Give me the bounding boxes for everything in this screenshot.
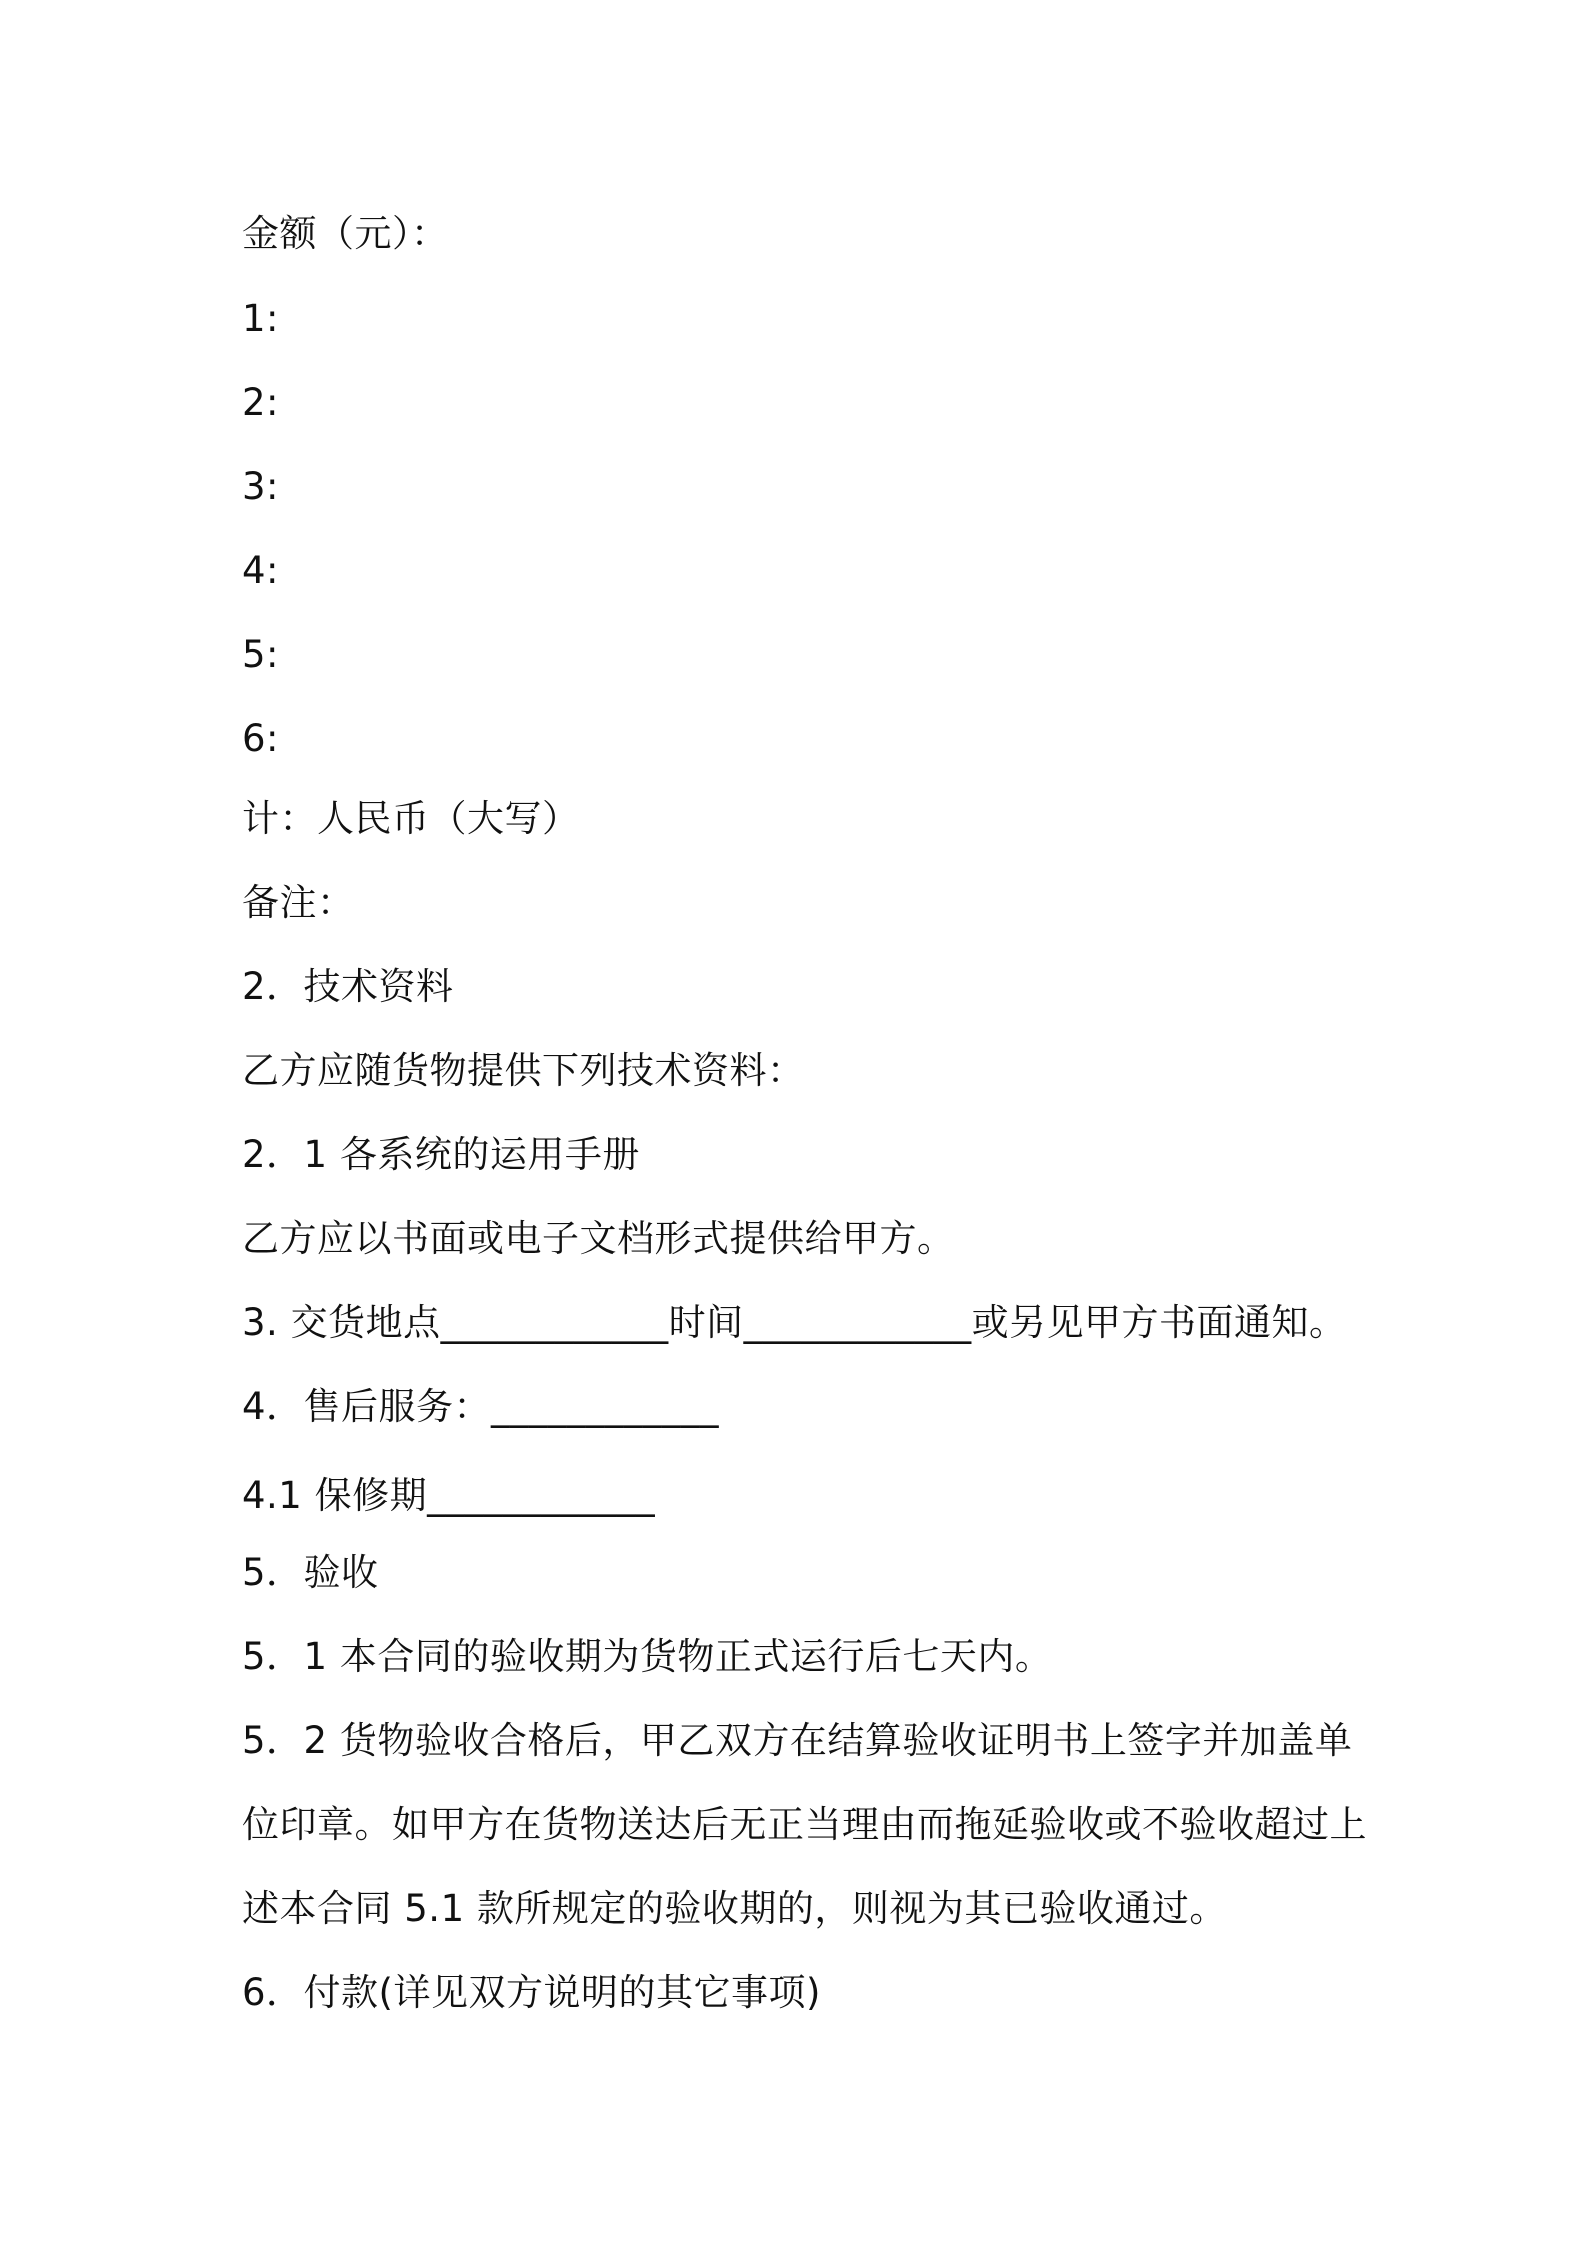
- section-2-intro: 乙方应随货物提供下列技术资料：: [242, 1049, 805, 1092]
- remarks-line: 备注：: [242, 881, 355, 924]
- amount-item-5: 5:: [242, 633, 280, 676]
- amount-heading: 金额（元）：: [242, 212, 449, 255]
- amount-item-3: 3:: [242, 465, 280, 508]
- section-5-2-line-1: 5．2 货物验收合格后，甲乙双方在结算验收证明书上签字并加盖单: [242, 1719, 1353, 1762]
- amount-item-6: 6:: [242, 717, 280, 760]
- section-4-1-warranty: 4.1 保修期____________: [242, 1474, 656, 1517]
- amount-item-4: 4:: [242, 549, 280, 592]
- section-2-heading: 2．技术资料: [242, 965, 454, 1008]
- amount-item-2: 2:: [242, 381, 280, 424]
- section-5-2-line-2: 位印章。如甲方在货物送达后无正当理由而拖延验收或不验收超过上: [242, 1803, 1367, 1846]
- section-4-after-sales: 4．售后服务：____________: [242, 1385, 720, 1428]
- section-2-1-text: 乙方应以书面或电子文档形式提供给甲方。: [242, 1217, 955, 1260]
- section-3-delivery: 3. 交货地点____________时间____________或另见甲方书面通知。: [242, 1301, 1347, 1344]
- section-5-heading: 5．验收: [242, 1551, 379, 1594]
- total-rmb-line: 计：人民币（大写）: [242, 797, 580, 840]
- section-5-2-line-3: 述本合同 5.1 款所规定的验收期的，则视为其已验收通过。: [242, 1887, 1227, 1930]
- section-5-1-text: 5．1 本合同的验收期为货物正式运行后七天内。: [242, 1635, 1053, 1678]
- section-6-heading: 6．付款(详见双方说明的其它事项): [242, 1971, 821, 2014]
- section-2-1-heading: 2．1 各系统的运用手册: [242, 1133, 640, 1176]
- amount-item-1: 1:: [242, 297, 280, 340]
